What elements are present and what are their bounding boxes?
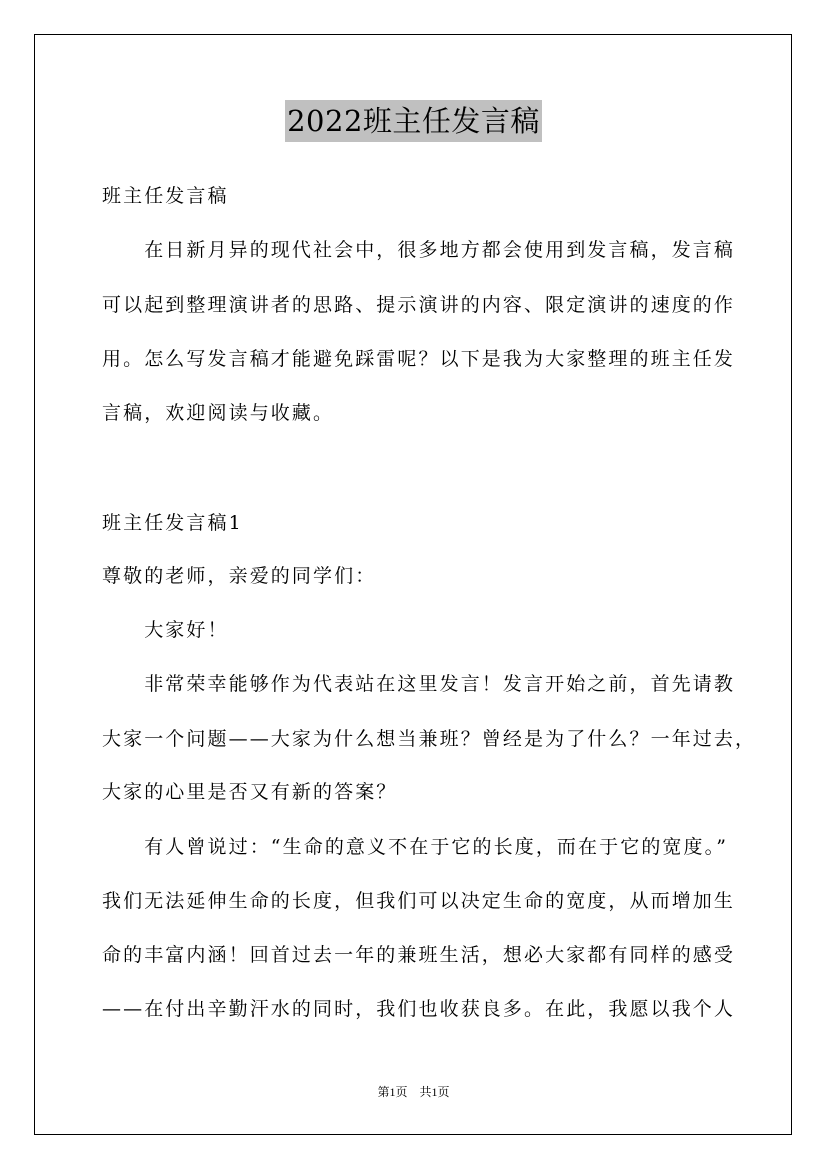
paragraph-line: ——在付出辛勤汗水的同时，我们也收获良多。在此，我愿以我个人	[102, 998, 736, 1020]
paragraph-line: 有人曾说过：“生命的意义不在于它的长度，而在于它的宽度。”	[102, 836, 729, 858]
paragraph-line: 非常荣幸能够作为代表站在这里发言！发言开始之前，首先请教	[102, 673, 736, 695]
title-container	[0, 100, 827, 142]
page-footer	[0, 1083, 827, 1100]
page-total: 共1页	[419, 1085, 450, 1099]
page-number: 第1页	[377, 1085, 408, 1099]
paragraph-line: 大家一个问题——大家为什么想当兼班？曾经是为了什么？一年过去，	[102, 728, 757, 750]
paragraph-line: 用。怎么写发言稿才能避免踩雷呢？以下是我为大家整理的班主任发	[102, 348, 736, 370]
document-title: 2022班主任发言稿	[285, 100, 542, 142]
paragraph-line: 在日新月异的现代社会中，很多地方都会使用到发言稿，发言稿	[102, 239, 736, 261]
paragraph-line: 言稿，欢迎阅读与收藏。	[102, 402, 335, 424]
section-heading: 班主任发言稿1	[102, 512, 243, 534]
paragraph-line: 我们无法延伸生命的长度，但我们可以决定生命的宽度，从而增加生	[102, 890, 736, 912]
greeting: 大家好！	[102, 619, 229, 641]
paragraph-line: 可以起到整理演讲者的思路、提示演讲的内容、限定演讲的速度的作	[102, 294, 736, 316]
salutation: 尊敬的老师，亲爱的同学们：	[102, 565, 377, 587]
paragraph-line: 大家的心里是否又有新的答案？	[102, 781, 398, 803]
subheading: 班主任发言稿	[102, 185, 229, 207]
paragraph-line: 命的丰富内涵！回首过去一年的兼班生活，想必大家都有同样的感受	[102, 944, 736, 966]
